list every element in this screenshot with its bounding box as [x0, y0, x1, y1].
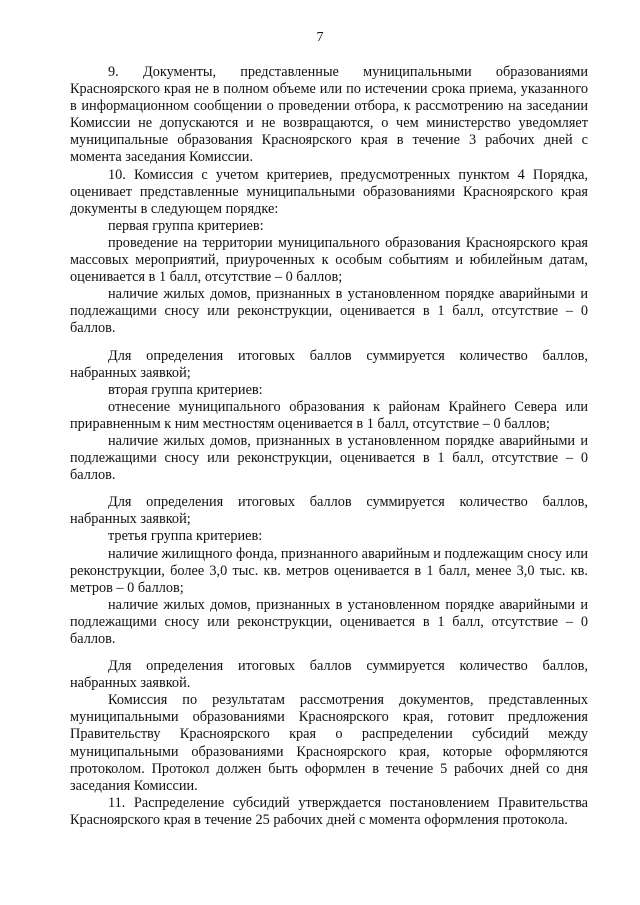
group-2-total-rule: Для определения итоговых баллов суммируется количество баллов, набранных заявкой; — [70, 494, 588, 528]
criterion-1-1: проведение на территории муниципального образования Красноярского края массовых мероприятий, приуроченных к особым событиям и юбилейным датам, оценивается в 1 балл, отсутствие – 0 баллов; — [70, 234, 588, 286]
criteria-group-1-heading: первая группа критериев: — [108, 217, 264, 234]
criterion-2-2: наличие жилых домов, признанных в установленном порядке аварийными и подлежащими сносу или реконструкции, оценивается в 1 балл, отсутствие – 0 баллов. — [70, 432, 588, 484]
criterion-2-1: отнесение муниципального образования к районам Крайнего Севера или приравненным к ним местностям оценивается в 1 балл, отсутствие – 0 баллов; — [70, 398, 588, 432]
criteria-group-3-heading: третья группа критериев: — [108, 528, 263, 545]
group-1-total-rule: Для определения итоговых баллов суммируется количество баллов, набранных заявкой; — [70, 347, 588, 381]
criteria-group-2-heading: вторая группа критериев: — [108, 381, 263, 398]
page-number: 7 — [316, 30, 324, 45]
group-3-total-rule: Для определения итоговых баллов суммируется количество баллов, набранных заявкой. — [70, 658, 588, 692]
paragraph-9: 9. Документы, представленные муниципальными образованиями Красноярского края не в полном объеме или по истечении срока приема, указанного в информационном сообщении о проведении отбора, к рассмотрению на заседании Комиссии не допускаются и не возвращаются, о чем министерство уведомляет муниципальные образования Красноярского края в течение 3 рабочих дней с момента заседания Комиссии. — [70, 64, 588, 166]
criterion-1-2: наличие жилых домов, признанных в установленном порядке аварийными и подлежащими сносу или реконструкции, оценивается в 1 балл, отсутствие – 0 баллов. — [70, 286, 588, 337]
criterion-3-1: наличие жилищного фонда, признанного аварийным и подлежащим сносу или реконструкции, более 3,0 тыс. кв. метров оценивается в 1 балл, менее 3,0 тыс. кв. метров – 0 баллов; — [70, 545, 588, 596]
paragraph-11: 11. Распределение субсидий утверждается постановлением Правительства Красноярского края в течение 25 рабочих дней с момента оформления протокола. — [70, 794, 588, 828]
criterion-3-2: наличие жилых домов, признанных в установленном порядке аварийными и подлежащими сносу или реконструкции, оценивается в 1 балл, отсутствие – 0 баллов. — [70, 596, 588, 647]
paragraph-10: 10. Комиссия с учетом критериев, предусмотренных пунктом 4 Порядка, оценивает представленные муниципальными образованиями Красноярского края документы в следующем порядке: — [70, 166, 588, 217]
commission-proposal-paragraph: Комиссия по результатам рассмотрения документов, представленных муниципальными образованиями Красноярского края, готовит предложения Правительству Красноярского края о распределении субсидий между муниципальными образованиями Красноярского края, которые оформляются протоколом. Протокол должен быть оформлен в течение 5 рабочих дней со дня заседания Комиссии. — [70, 692, 588, 794]
document-body — [70, 64, 588, 829]
